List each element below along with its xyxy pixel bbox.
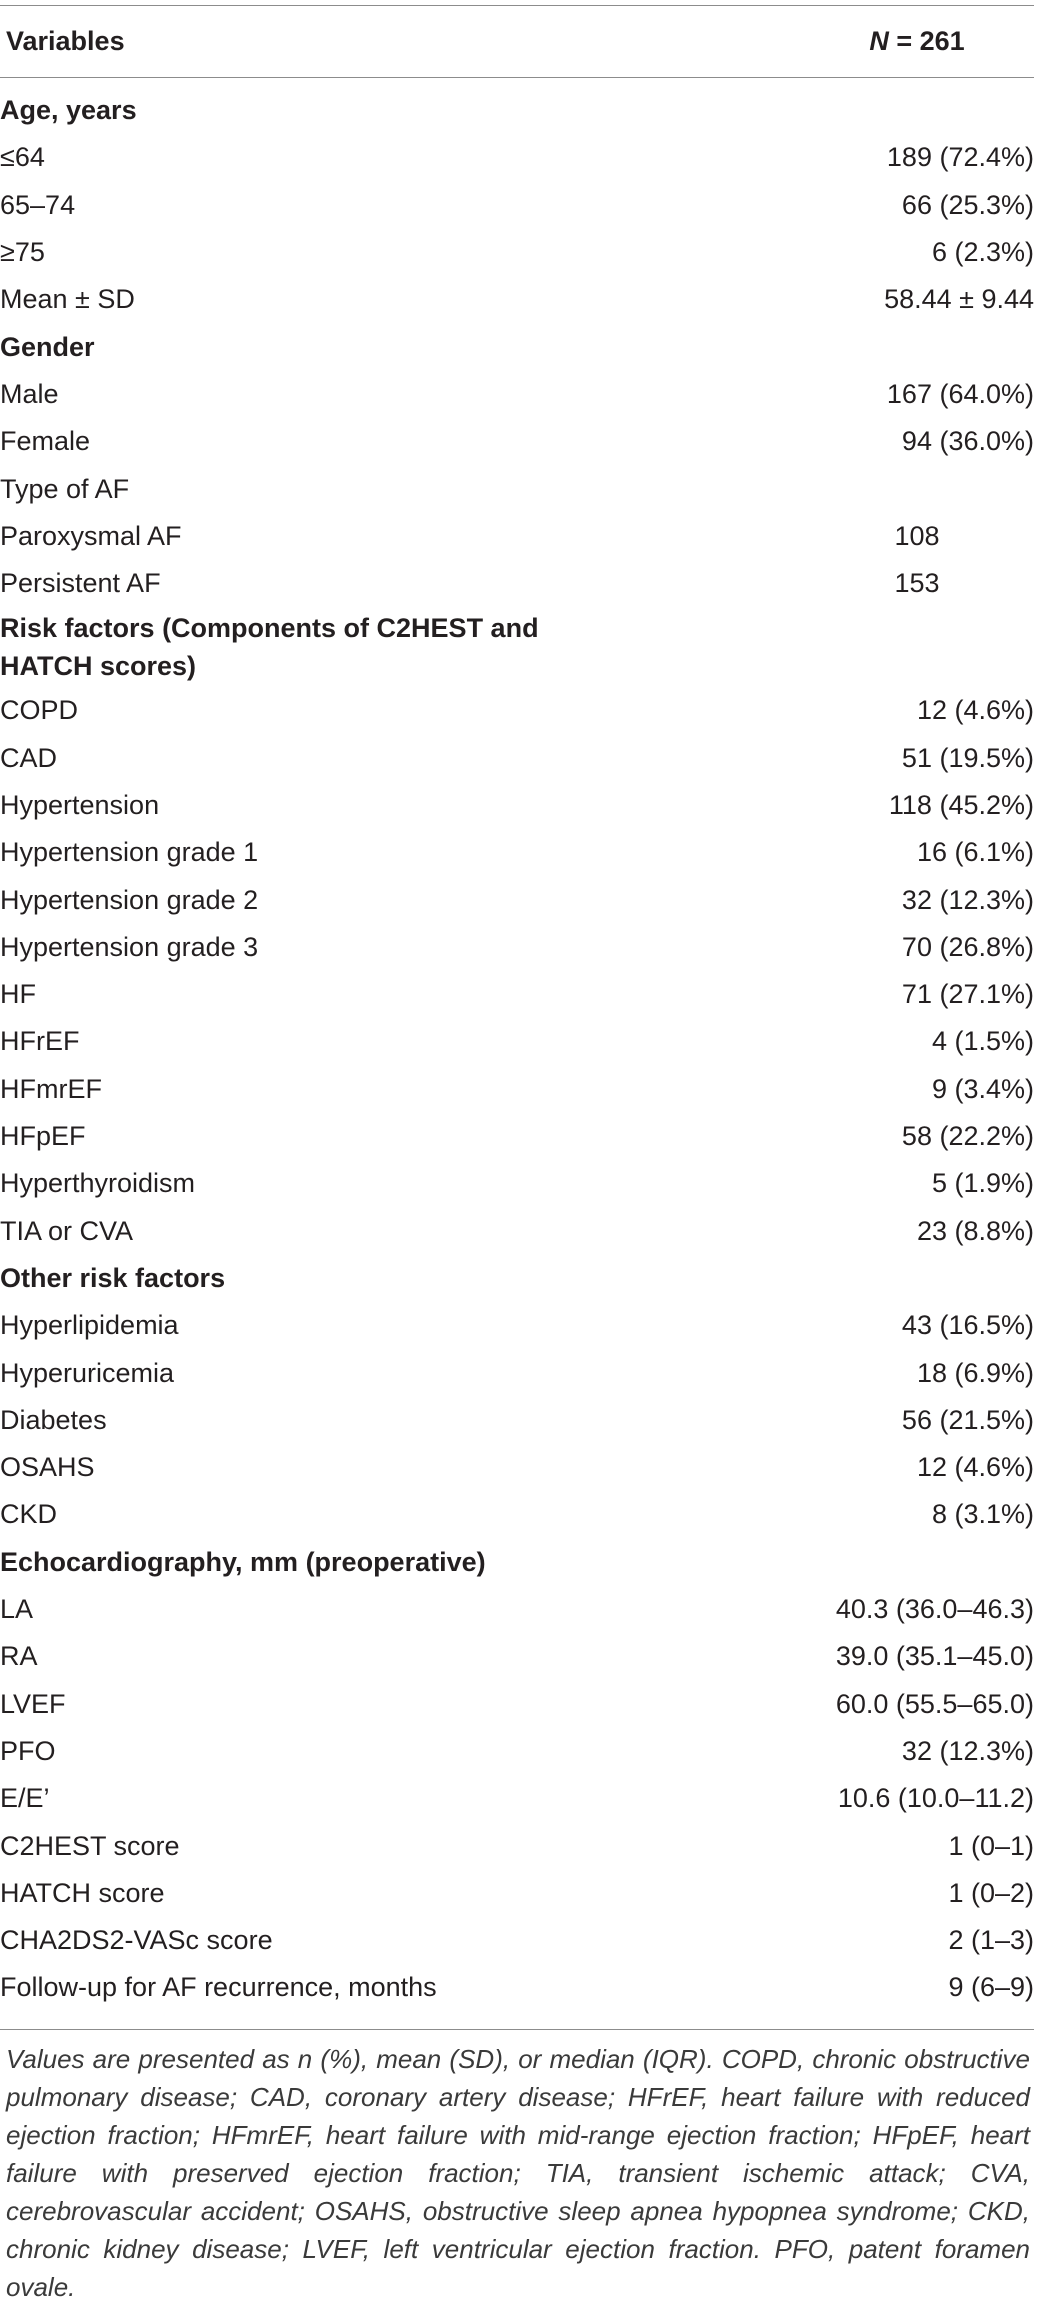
row-label: LA [0, 1594, 34, 1625]
table-row [0, 1539, 1034, 1586]
row-value [634, 607, 1034, 687]
row-label: CHA2DS2-VASc score [0, 1925, 273, 1956]
row-label: Hypertension grade 3 [0, 931, 259, 962]
table-row [0, 876, 1034, 923]
row-label: OSAHS [0, 1452, 95, 1483]
row-value [634, 560, 1034, 607]
table-row [0, 465, 1034, 512]
characteristics-table [0, 87, 1034, 2012]
table-row [0, 782, 1034, 829]
table-row [0, 687, 1034, 734]
table-row [0, 1728, 1034, 1775]
row-value: 70 (26.8%) [901, 931, 1034, 962]
table-row [0, 87, 1034, 134]
row-value [634, 87, 1034, 134]
table-row [0, 1255, 1034, 1302]
row-value: 118 (45.2%) [888, 790, 1034, 820]
row-label: HF [0, 979, 36, 1010]
table-row [0, 1066, 1034, 1113]
row-label: COPD [0, 695, 79, 726]
table-row [0, 1302, 1034, 1349]
row-value: 58 (22.2%) [901, 1121, 1034, 1152]
header-n-value: = 261 [896, 26, 965, 56]
row-value-text: 153 [894, 568, 940, 599]
table-row [0, 560, 1034, 607]
row-label: Paroxysmal AF [0, 520, 182, 551]
row-label: Hyperthyroidism [0, 1168, 196, 1199]
row-label: Type of AF [0, 473, 130, 504]
row-value: 32 (12.3%) [901, 884, 1034, 915]
table-row [0, 1397, 1034, 1444]
row-label: Hypertension grade 1 [0, 837, 259, 868]
table-row [0, 1917, 1034, 1964]
table-row [0, 1349, 1034, 1396]
row-label: LVEF [0, 1688, 66, 1719]
row-label: Age, years [0, 95, 137, 126]
row-value: 5 (1.9%) [931, 1168, 1034, 1199]
row-value: 1 (0–2) [948, 1877, 1034, 1908]
row-value: 58.44 ± 9.44 [884, 284, 1034, 315]
row-label: Male [0, 378, 59, 409]
row-value: 16 (6.1%) [916, 837, 1034, 868]
row-value: 9 (3.4%) [931, 1073, 1034, 1104]
row-value: 8 (3.1%) [931, 1499, 1034, 1530]
row-label: Persistent AF [0, 568, 161, 599]
row-label: 65–74 [0, 189, 76, 220]
row-value: 51 (19.5%) [901, 742, 1034, 773]
row-value: 10.6 (10.0–11.2) [837, 1783, 1034, 1814]
row-value [634, 1539, 1034, 1586]
row-label: Risk factors (Components of C2HEST and HATCH scores) [0, 613, 539, 682]
row-value [634, 323, 1034, 370]
row-label: Hypertension grade 2 [0, 884, 259, 915]
table-row [0, 1681, 1034, 1728]
row-value: 189 (72.4%) [886, 142, 1034, 173]
table-row [0, 276, 1034, 323]
table-row [0, 1775, 1034, 1822]
row-label: HFmrEF [0, 1073, 102, 1104]
row-label: RA [0, 1641, 38, 1672]
row-label: TIA or CVA [0, 1215, 134, 1246]
table-row [0, 1586, 1034, 1633]
row-value: 18 (6.9%) [916, 1357, 1034, 1388]
table-row [0, 229, 1034, 276]
table-row [0, 1491, 1034, 1538]
row-label: Hyperuricemia [0, 1357, 175, 1388]
row-label: HFrEF [0, 1026, 80, 1057]
row-label: Diabetes [0, 1404, 107, 1435]
table-row [0, 1633, 1034, 1680]
table-row [0, 971, 1034, 1018]
bottom-rule [0, 2029, 1034, 2030]
table-row [0, 735, 1034, 782]
row-label: Other risk factors [0, 1262, 226, 1293]
row-label: HFpEF [0, 1121, 86, 1152]
row-value: 60.0 (55.5–65.0) [835, 1688, 1034, 1719]
row-value: 12 (4.6%) [916, 1452, 1034, 1483]
table-row [0, 1822, 1034, 1869]
top-rule [0, 5, 1034, 6]
row-value: 39.0 (35.1–45.0) [835, 1641, 1034, 1672]
table-row [0, 1208, 1034, 1255]
table-body [0, 87, 1034, 2012]
table-row [0, 513, 1034, 560]
row-label: PFO [0, 1735, 56, 1766]
row-value: 2 (1–3) [948, 1925, 1034, 1956]
row-value: 32 (12.3%) [901, 1735, 1034, 1766]
table-row [0, 418, 1034, 465]
table-row [0, 1964, 1034, 2011]
row-value: 40.3 (36.0–46.3) [835, 1594, 1034, 1625]
row-value: 12 (4.6%) [916, 695, 1034, 726]
row-label: CKD [0, 1499, 58, 1530]
row-value [634, 465, 1034, 512]
row-value [634, 513, 1034, 560]
row-label: Follow-up for AF recurrence, months [0, 1972, 437, 2003]
row-label: ≥75 [0, 237, 45, 268]
table-row [0, 371, 1034, 418]
table-row [0, 182, 1034, 229]
table-footnote: Values are presented as n (%), mean (SD), or median (IQR). COPD, chronic obstructive pulmonary disease; CAD, coronary artery disease; HFrEF, heart failure with reduced ejection fraction; HFmrEF, heart failure with mid-range ejection fraction; HFpEF, heart failure with preserved ejection fraction; TIA, transient ischemic attack; CVA, cerebrovascular accident; OSAHS, obstructive sleep apnea hypopnea syndrome; CKD, chronic kidney disease; LVEF, left ventricular ejection fraction. PFO, patent foramen ovale. [6, 2044, 1030, 2302]
table-row [0, 607, 1034, 687]
row-value: 9 (6–9) [948, 1972, 1034, 2003]
table-row [0, 1113, 1034, 1160]
row-value: 4 (1.5%) [931, 1026, 1034, 1057]
table-row [0, 1018, 1034, 1065]
header-n-label: N [869, 26, 889, 56]
table-row [0, 1444, 1034, 1491]
row-label: E/E’ [0, 1783, 50, 1814]
row-label: Mean ± SD [0, 284, 135, 315]
row-value: 71 (27.1%) [901, 979, 1034, 1010]
row-label: Hyperlipidemia [0, 1310, 179, 1341]
table-row [0, 924, 1034, 971]
header-variables: Variables [6, 26, 125, 56]
row-value: 43 (16.5%) [901, 1310, 1034, 1341]
row-value: 6 (2.3%) [931, 237, 1034, 268]
row-label: HATCH score [0, 1877, 165, 1908]
row-label: ≤64 [0, 142, 45, 173]
row-label: Echocardiography, mm (preoperative) [0, 1546, 486, 1577]
header-n [800, 18, 1034, 64]
row-label: Gender [0, 331, 95, 362]
row-value: 56 (21.5%) [901, 1404, 1034, 1435]
row-value: 94 (36.0%) [901, 426, 1034, 457]
row-value: 167 (64.0%) [886, 378, 1034, 409]
row-label: Hypertension [0, 790, 160, 820]
header-rule [0, 77, 1034, 78]
table-row [0, 1870, 1034, 1917]
table-row [0, 829, 1034, 876]
table-row [0, 1160, 1034, 1207]
row-value: 23 (8.8%) [916, 1215, 1034, 1246]
row-value: 1 (0–1) [948, 1830, 1034, 1861]
table-row [0, 134, 1034, 181]
row-value [634, 1255, 1034, 1302]
row-label: C2HEST score [0, 1830, 180, 1861]
row-label: CAD [0, 742, 58, 773]
table-row [0, 323, 1034, 370]
row-label: Female [0, 426, 91, 457]
row-value: 66 (25.3%) [901, 189, 1034, 220]
row-value-text: 108 [894, 520, 940, 551]
